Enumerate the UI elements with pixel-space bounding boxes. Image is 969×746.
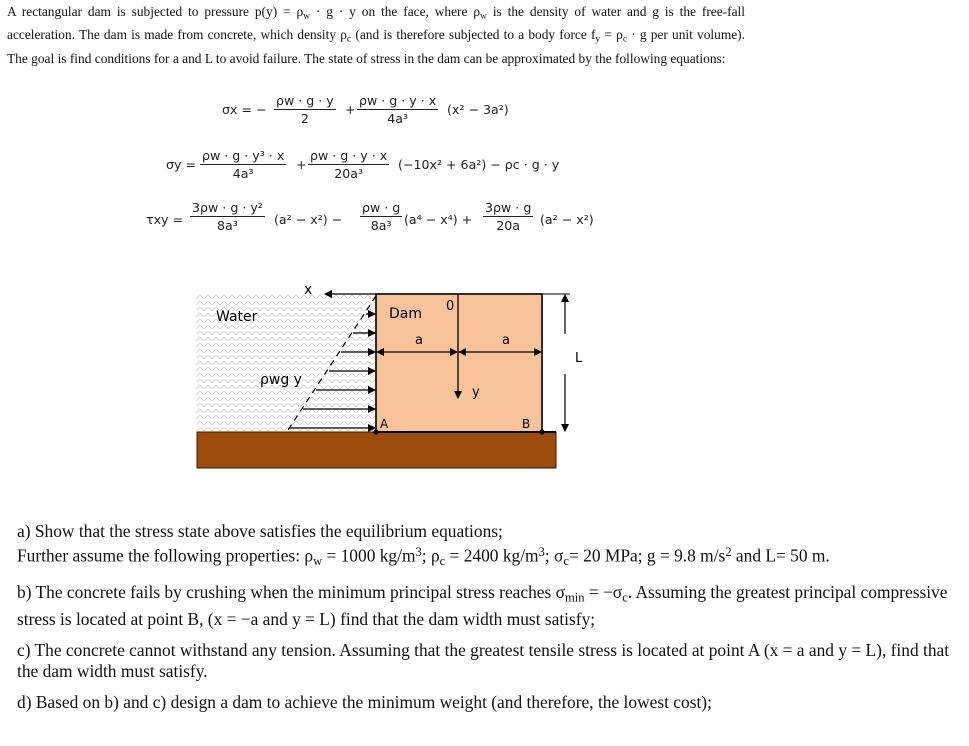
eq-term: (−10x² + 6a²) − ρc · g · y xyxy=(398,157,560,172)
eq-fraction: $\frac{\rho w \cdot g}{\text{8a³}}$ xyxy=(362,200,401,233)
question-a: a) Show that the stress state above satisfies the equilibrium equations; xyxy=(17,521,503,541)
dam-label: Dam xyxy=(389,306,422,322)
question-b: b) The concrete fails by crushing when the minimum principal stress reaches $\sigma_{min} = -\sigma_c$. Assuming the greatest principal compressive stress is located at point B, (x = −a and y = L) find that the dam width must satisfy; xyxy=(17,582,948,629)
eq-fraction: $\frac{3\rho w \cdot g}{20a}$ xyxy=(485,200,532,233)
eq-operator: + xyxy=(296,157,307,172)
half-width-label-right: a xyxy=(502,333,510,348)
point-b-label: B xyxy=(522,417,531,431)
pressure-label: ρwg y xyxy=(260,372,302,388)
ground-block xyxy=(197,432,556,468)
intro-text: = ρ xyxy=(600,27,623,43)
eq-lhs: σy = xyxy=(166,157,196,172)
eq-fraction: $\frac{\rho w \cdot g \cdot y}{2}$ xyxy=(276,93,334,126)
height-label: L xyxy=(575,351,583,366)
eq-fraction: $\frac{\rho w \cdot g \cdot y \cdot x}{\text{4a³}}$ xyxy=(359,93,437,126)
intro-text: · g per unit volume). The goal is find conditions for a and L to avoid failure. The state of stress in the dam can be approximated by the following equations: xyxy=(7,27,745,66)
eq-fraction: $\frac{\rho w \cdot g \cdot y \cdot x}{\text{20a³}}$ xyxy=(310,148,388,181)
x-axis-label: x xyxy=(304,282,313,298)
intro-text: (and is therefore subjected to a body force f xyxy=(351,27,596,43)
question-c: c) The concrete cannot withstand any tension. Assuming that the greatest tensile stress is located at point A (x = a and y = L), find that the dam width must satisfy. xyxy=(17,639,950,681)
intro-text: A rectangular dam is subjected to pressure p(y) = ρ xyxy=(7,4,304,19)
point-a-marker xyxy=(373,429,378,434)
eq-fraction: $\frac{\text{ρw · g · y³ · x}}{\text{4a³}}$ xyxy=(202,148,285,181)
dam-diagram xyxy=(190,276,583,472)
intro-text: is the density of water and g is the free-fall acceleration. The dam is made from concrete, which density ρ xyxy=(7,4,745,43)
questions-block xyxy=(17,521,952,713)
subscript: c xyxy=(622,33,628,45)
question-d: d) Based on b) and c) design a dam to achieve the minimum weight (and therefore, the lowest cost); xyxy=(17,691,712,712)
subscript: w xyxy=(303,10,311,22)
half-width-label-left: a xyxy=(415,333,423,348)
eq-lhs: τxy = xyxy=(146,212,184,227)
subscript: w xyxy=(480,10,487,22)
point-b-marker xyxy=(539,429,544,434)
eq-lhs: σx = − xyxy=(222,102,267,117)
subscript: c xyxy=(346,33,352,45)
eq-term: (a⁴ − x⁴) + xyxy=(404,212,473,227)
point-a-label: A xyxy=(380,417,389,431)
eq-term: (x² − 3a²) xyxy=(447,102,509,117)
eq-operator: + xyxy=(345,102,356,117)
origin-label: 0 xyxy=(446,299,455,314)
eq-term: (a² − x²) − xyxy=(274,212,343,227)
subscript: y xyxy=(595,33,601,45)
eq-term: (a² − x²) xyxy=(540,212,594,227)
water-label: Water xyxy=(216,309,258,325)
intro-text: · g · y on the face, where ρ xyxy=(310,4,481,19)
eq-fraction: $\frac{\text{3ρw · g · y²}}{\text{8a³}}$ xyxy=(192,200,263,233)
properties-line: Further assume the following properties: $\rho_w = 1000$ $kg/m^3$; $\rho_c = 2400$ $kg/m^3$; $\sigma_c= 20$ MPa; g = 9.8 $m/s^2$ and L= 50 m. xyxy=(17,545,830,569)
dam-figure xyxy=(190,276,583,472)
y-axis-label: y xyxy=(472,385,480,400)
intro-paragraph xyxy=(7,3,745,68)
